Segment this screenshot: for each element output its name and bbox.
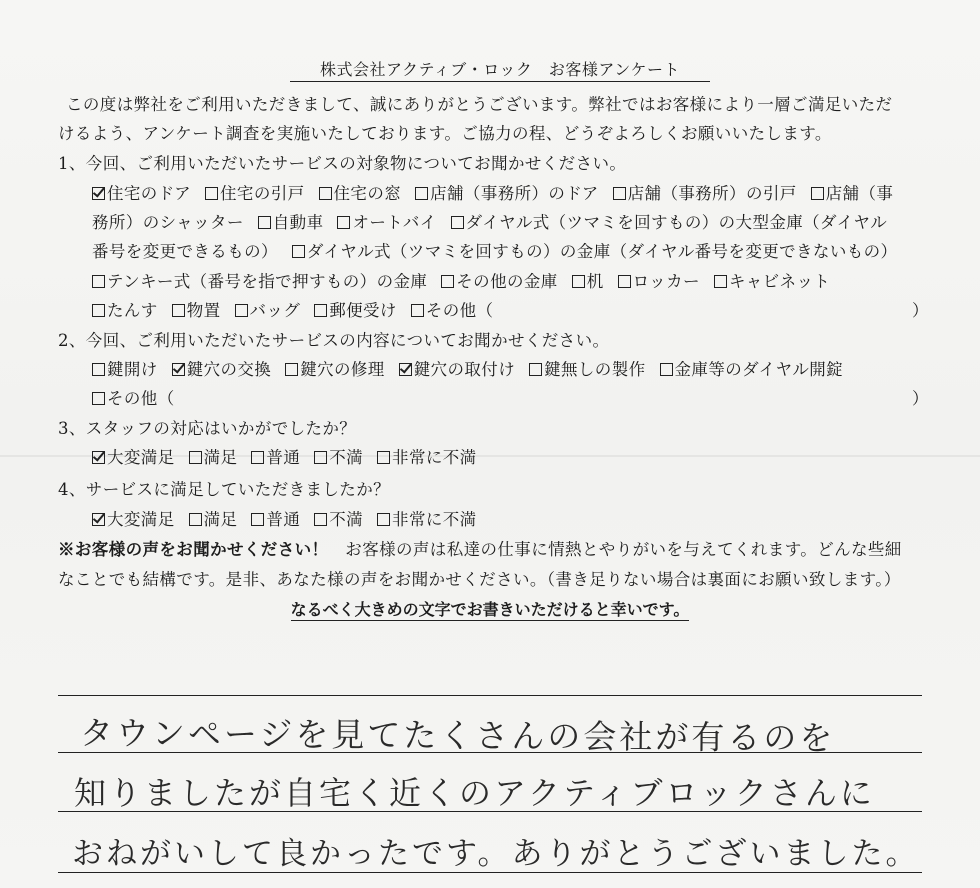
q2-row-1 [92,356,857,380]
option-label: 大変満足 [107,510,175,529]
option-item[interactable] [285,356,385,380]
option-label: 鍵穴の修理 [300,360,385,379]
checkbox[interactable] [235,304,248,317]
option-label: キャビネット [728,272,831,291]
voice-text-2: なことでも結構です。是非、あなた様の声をお聞かせください。（書き足りない場合は裏面にお願い致します。） [58,570,901,589]
option-label: 住宅の窓 [333,184,402,203]
q2-other-close: ） [912,389,929,408]
option-item[interactable] [411,297,494,321]
q3-question: 3、スタッフの対応はいかがでしたか？ [58,419,357,438]
option-item[interactable] [258,209,324,233]
option-item[interactable] [292,238,898,262]
option-item[interactable] [613,180,797,204]
option-item[interactable] [618,268,700,292]
checkbox[interactable] [189,513,202,526]
option-label: 大変満足 [107,448,175,467]
checkbox[interactable] [172,304,185,317]
checkbox[interactable] [92,275,105,288]
option-item[interactable] [337,209,436,233]
checkbox[interactable] [441,275,454,288]
option-item[interactable] [172,297,221,321]
option-label: その他（ [107,389,175,408]
handwritten-line-1[interactable]: タウンページを見てたくさんの会社が有るのを [79,713,836,758]
checkbox[interactable] [660,363,673,376]
option-item[interactable] [714,268,830,292]
checkbox[interactable] [251,513,264,526]
option-item[interactable] [92,356,158,380]
intro-line-2: けるよう、アンケート調査を実施いたしております。ご協力の程、どうぞよろしくお願いいたします。 [58,124,832,143]
option-item[interactable] [189,444,238,468]
checkbox[interactable] [292,245,305,258]
checkbox[interactable] [811,187,824,200]
option-label: 不満 [329,448,364,467]
checkbox[interactable] [618,275,631,288]
checkbox[interactable] [314,513,327,526]
option-item[interactable] [189,506,238,530]
checked-checkbox[interactable] [172,363,185,376]
option-item[interactable] [251,506,300,530]
option-label: 住宅の引戸 [220,184,305,203]
voice-text-1 [58,536,902,560]
option-label: 金庫等のダイヤル開錠 [674,360,844,379]
checkbox[interactable] [451,216,464,229]
q1-row-2 [92,209,901,233]
option-item[interactable] [251,444,300,468]
checkbox[interactable] [251,451,264,464]
q1-row-1 [92,180,907,204]
checked-checkbox[interactable] [92,187,105,200]
q3-row-1 [92,444,491,468]
checkbox[interactable] [337,216,350,229]
option-label: 店舗（事 [825,184,894,203]
checkbox[interactable] [714,275,727,288]
checkbox[interactable] [314,451,327,464]
option-item[interactable] [314,444,363,468]
checkbox[interactable] [319,187,332,200]
q2-row-2 [92,385,189,409]
option-label: その他の金庫 [456,272,558,291]
q4-row-1 [92,506,491,530]
option-label: テンキー式（番号を指で押すもの）の金庫 [107,272,428,291]
option-label: 満足 [203,448,238,467]
option-item[interactable] [314,297,397,321]
option-label: 非常に不満 [392,510,477,529]
option-label: 住宅のドア [107,184,192,203]
option-label: 務所）のシャッター [92,213,244,232]
option-label: 鍵開け [107,360,158,379]
checkbox[interactable] [411,304,424,317]
option-item[interactable] [377,506,477,530]
checkbox[interactable] [258,216,271,229]
option-item[interactable] [415,180,599,204]
survey-title: 株式会社アクティブ・ロック お客様アンケート [290,57,710,82]
checkbox[interactable] [92,363,105,376]
option-item[interactable] [529,356,645,380]
q1-row-5 [92,297,507,321]
option-item[interactable] [92,297,158,321]
option-label: 鍵無しの製作 [544,360,646,379]
checkbox[interactable] [377,451,390,464]
checkbox[interactable] [314,304,327,317]
option-item[interactable] [441,268,557,292]
option-label: 机 [586,272,604,291]
option-label: たんす [107,301,158,320]
option-item[interactable] [92,180,191,204]
handwritten-line-2[interactable]: 知りましたが自宅く近くのアクティブロックさんに [74,774,875,812]
option-label: 普通 [266,510,301,529]
option-label: 普通 [266,448,301,467]
option-label: 自動車 [272,213,324,232]
option-item[interactable] [235,297,301,321]
checked-checkbox[interactable] [92,451,105,464]
option-label: 店舗（事務所）のドア [430,184,599,203]
handwritten-line-3[interactable]: おねがいして良かったです。ありがとうございました。 [72,836,920,872]
option-label: 鍵穴の取付け [413,360,516,379]
voice-body-1: お客様の声は私達の仕事に情熱とやりがいを与えてくれます。どんな些細 [328,540,902,559]
option-item[interactable] [319,180,402,204]
q2-question: 2、今回、ご利用いただいたサービスの内容についてお聞かせください。 [58,331,610,350]
checked-checkbox[interactable] [92,513,105,526]
checkbox[interactable] [415,187,428,200]
option-item[interactable] [92,385,175,409]
option-label: ダイヤル式（ツマミを回すもの）の金庫（ダイヤル番号を変更できないもの） [306,242,898,261]
option-item[interactable] [451,209,888,233]
option-label: バッグ [249,301,301,320]
option-item[interactable] [92,268,427,292]
ruled-line-1 [58,695,922,696]
option-item[interactable] [92,209,244,233]
checkbox[interactable] [572,275,585,288]
option-item[interactable] [92,506,175,530]
large-text-request-label: なるべく大きめの文字でお書きいただけると幸いです。 [290,600,690,619]
intro-line-1: この度は弊社をご利用いただきまして、誠にありがとうございます。弊社ではお客様により一層ご満足いただ [66,95,893,114]
option-label: 郵便受け [329,301,397,320]
option-item[interactable] [572,268,604,292]
checkbox[interactable] [613,187,626,200]
option-item[interactable] [92,238,278,262]
option-label: 鍵穴の交換 [186,360,272,379]
checkbox[interactable] [205,187,218,200]
option-label: ダイヤル式（ツマミを回すもの）の大型金庫（ダイヤル [465,213,888,232]
checked-checkbox[interactable] [399,363,412,376]
option-item[interactable] [314,506,363,530]
checkbox[interactable] [92,304,105,317]
option-item[interactable] [377,444,477,468]
option-label: 満足 [203,510,238,529]
option-label: ロッカー [632,272,700,291]
option-label: その他（ [425,301,494,320]
option-label: 物置 [186,301,221,320]
option-label: 不満 [329,510,364,529]
option-label: オートバイ [352,213,437,232]
q1-row-3 [92,238,911,262]
large-text-request [0,597,980,620]
checkbox[interactable] [377,513,390,526]
option-label: 店舗（事務所）の引戸 [627,184,797,203]
option-item[interactable] [92,444,175,468]
checkbox[interactable] [529,363,542,376]
option-item[interactable] [172,356,272,380]
option-item[interactable] [205,180,305,204]
q4-question: 4、サービスに満足していただきましたか？ [58,480,390,499]
checkbox[interactable] [189,451,202,464]
checkbox[interactable] [285,363,298,376]
checkbox[interactable] [92,392,105,405]
option-item[interactable] [811,180,894,204]
option-item[interactable] [660,356,844,380]
voice-heading: ※お客様の声をお聞かせください！ [58,540,329,559]
q1-row-4 [92,268,844,292]
q1-question: 1、今回、ご利用いただいたサービスの対象物についてお聞かせください。 [58,154,627,173]
option-label: 非常に不満 [392,448,477,467]
q1-other-close: ） [912,301,929,320]
option-item[interactable] [399,356,515,380]
option-label: 番号を変更できるもの） [92,242,278,261]
